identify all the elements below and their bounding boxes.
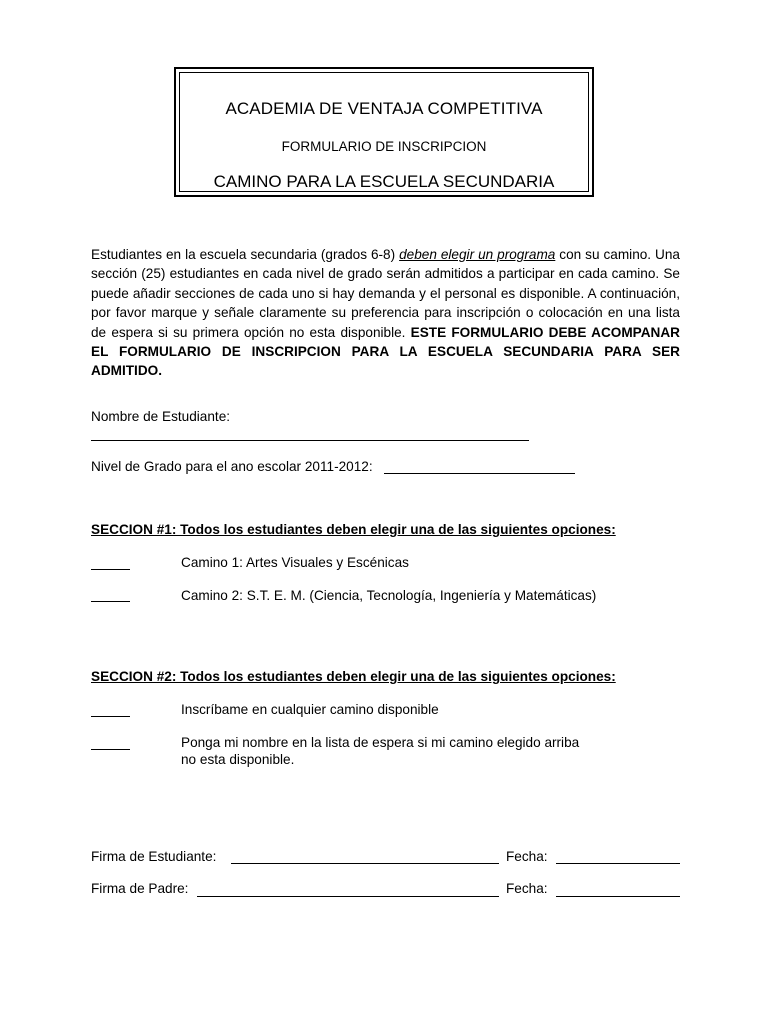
- header-inner-frame: [179, 72, 589, 192]
- section2-option2-label: Ponga mi nombre en la lista de espera si mi camino elegido arriba: [181, 735, 580, 750]
- section2-option2-label-cont: no esta disponible.: [181, 752, 295, 767]
- section1-option2-label: Camino 2: S.T. E. M. (Ciencia, Tecnología, Ingeniería y Matemáticas): [181, 588, 597, 603]
- parent-signature-line[interactable]: [197, 896, 499, 897]
- header-box: [174, 67, 594, 197]
- section1-option2-checkbox[interactable]: [91, 601, 130, 602]
- student-date-label: Fecha:: [506, 849, 548, 864]
- student-name-label: Nombre de Estudiante:: [91, 409, 231, 424]
- section2-option1-checkbox[interactable]: [91, 716, 130, 717]
- grade-level-line[interactable]: [384, 473, 575, 474]
- intro-paragraph: [91, 245, 680, 381]
- section1-heading: SECCION #1: Todos los estudiantes deben elegir una de las siguientes opciones:: [91, 522, 616, 537]
- program-title: CAMINO PARA LA ESCUELA SECUNDARIA: [213, 172, 555, 191]
- intro-text-2: con su camino. Una sección (25) estudiantes en cada nivel de grado serán admitidos a participar en cada camino. Se puede añadir secciones de cada uno si hay demanda y el personal es disponible. A continuación, por favor marque y señale claramente su preferencia para inscripción o colocación en una lista de espera si su primera opción no esta disponible.: [91, 247, 680, 340]
- grade-level-label: Nivel de Grado para el ano escolar 2011-2012:: [91, 459, 373, 474]
- form-subtitle: FORMULARIO DE INSCRIPCION: [281, 139, 487, 154]
- parent-date-label: Fecha:: [506, 881, 548, 896]
- intro-text-1: Estudiantes en la escuela secundaria (grados 6-8): [91, 247, 400, 262]
- section1-option1-checkbox[interactable]: [91, 569, 130, 570]
- intro-emphasis: deben elegir un programa: [399, 247, 556, 262]
- section2-option1-label: Inscríbame en cualquier camino disponible: [181, 702, 439, 717]
- intro-bold-notice: ESTE FORMULARIO DEBE ACOMPANAR EL FORMULARIO DE INSCRIPCION PARA LA ESCUELA SECUNDARIA PARA SER ADMITIDO.: [91, 324, 680, 379]
- student-name-line[interactable]: [91, 440, 529, 441]
- parent-date-line[interactable]: [556, 896, 680, 897]
- parent-signature-label: Firma de Padre:: [91, 881, 189, 896]
- student-signature-label: Firma de Estudiante:: [91, 849, 217, 864]
- student-date-line[interactable]: [556, 863, 680, 864]
- section2-heading: SECCION #2: Todos los estudiantes deben elegir una de las siguientes opciones:: [91, 669, 616, 684]
- student-signature-line[interactable]: [231, 863, 499, 864]
- academy-title: ACADEMIA DE VENTAJA COMPETITIVA: [225, 99, 543, 118]
- section2-option2-checkbox[interactable]: [91, 749, 130, 750]
- section1-option1-label: Camino 1: Artes Visuales y Escénicas: [181, 555, 409, 570]
